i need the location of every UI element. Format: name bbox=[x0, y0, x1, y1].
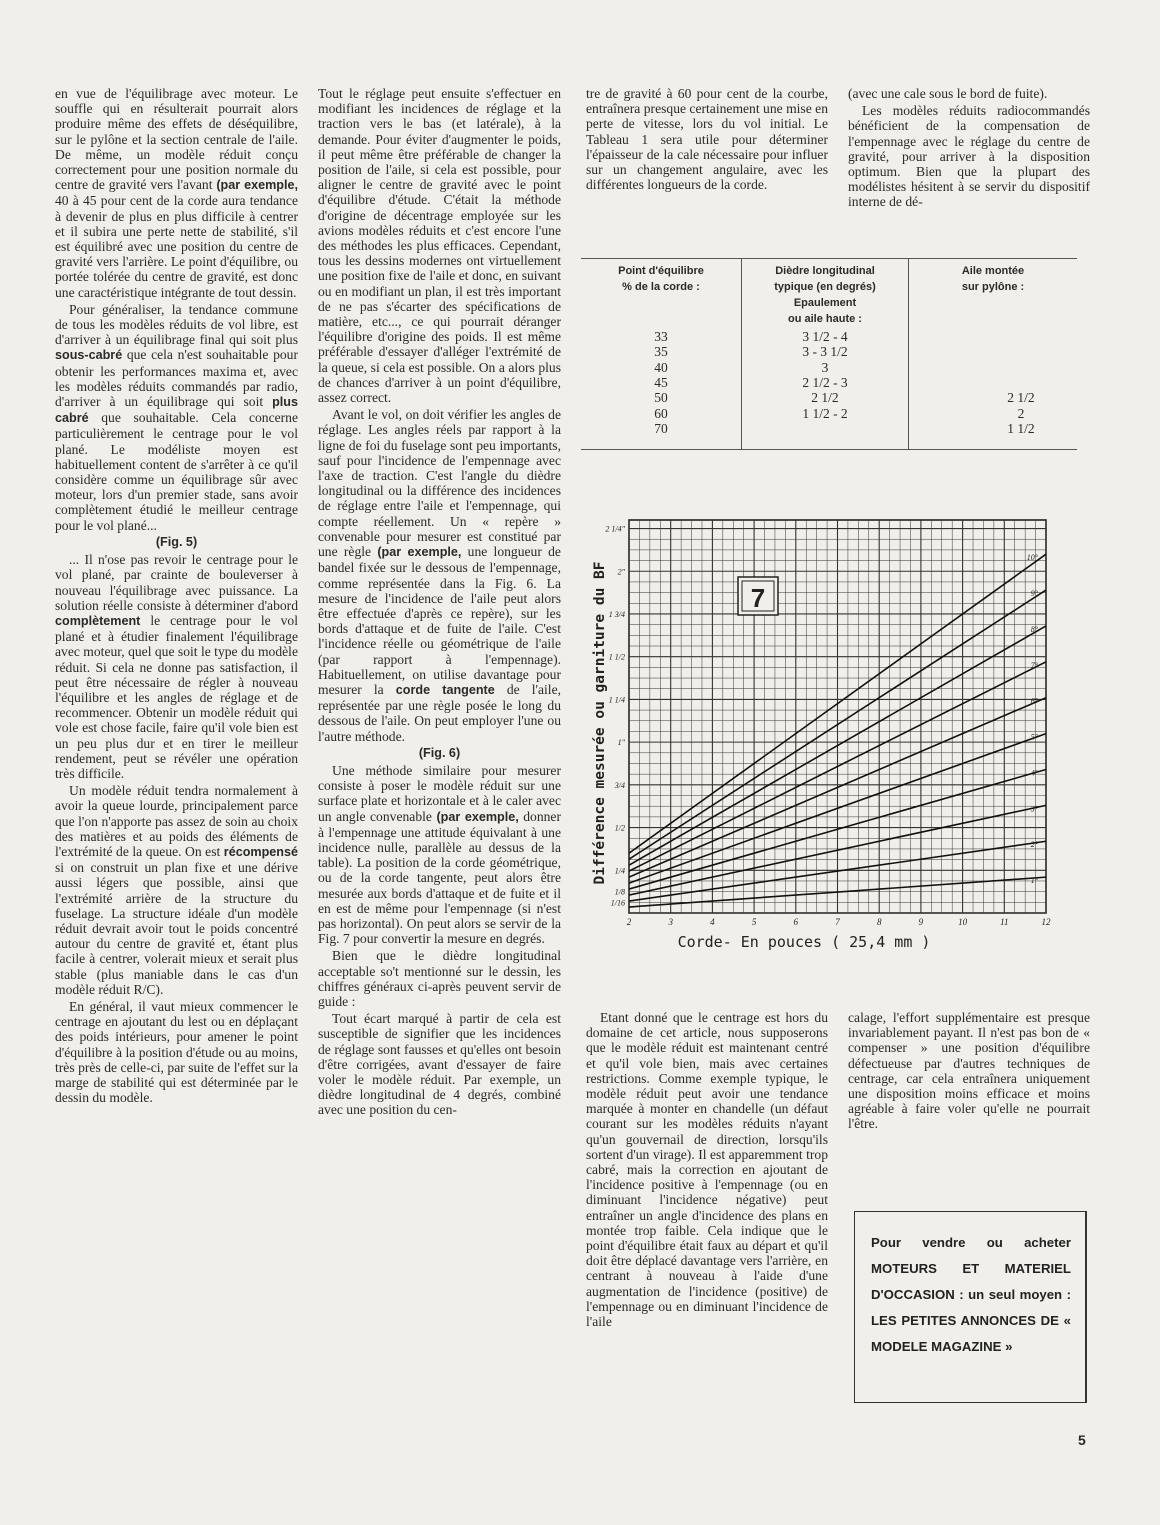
x-tick-label: 5 bbox=[751, 917, 757, 927]
paragraph: Pour généraliser, la tendance commune de tous les modèles réduits de vol libre, est d'arriver à un équilibrage final qui soit plus sous-cabré que cela n'est souhaitable pour obtenir les performances maxima et, avec les modèles réduits commandés par radio, d'arriver à un équilibrage qui soit plus cabré que souhaitable. Cela concerne particulièrement le centrage pour le vol plané. Le modéliste moyen est habituellement content de s'arrêter à ce qu'il considère comme un équilibrage sûr avec moteur, lors d'un premier stade, sans avoir complètement étudié le meilleur centrage pour le vol plané... bbox=[55, 301, 298, 533]
paragraph: Les modèles réduits radiocommandés bénéficient de la compensation de l'empennage avec le réglage du centre de gravité, pour arriver à la disposition optimum. Bien que la plupart des modélistes hésitent à se servir du dispositif interne de dé- bbox=[848, 103, 1090, 210]
y-tick-label: 1/4 bbox=[614, 866, 625, 876]
x-tick-label: 4 bbox=[710, 917, 715, 927]
y-tick-label: 1/8 bbox=[614, 887, 625, 897]
paragraph: en vue de l'équilibrage avec moteur. Le souffle qui en résulterait pourrait alors produire même des effets de déséquilibre, sur le pylône et la section centrale de l'aile. De même, un modèle réduit conçu correctement pour une position normale du centre de gravité vers l'avant (par exemple, 40 à 45 pour cent de la corde aura tendance à devenir de plus en plus difficile à centrer et il subira une perte nette de stabilité, s'il est équilibré avec une position du centre de gravité vers l'arrière. Le point d'équilibre, ou portée tolérée du centre de gravité, est donc une caractéristique intégrante de tout dessin. bbox=[55, 86, 298, 300]
table-cell: 35 bbox=[654, 344, 668, 360]
table-cell: 2 1/2 bbox=[811, 390, 839, 406]
y-tick-label: 1 1/2 bbox=[608, 652, 625, 662]
y-tick-label: 1" bbox=[617, 738, 625, 748]
paragraph: Etant donné que le centrage est hors du domaine de cet article, nous supposerons que le modèle réduit est maintenant centré et qu'il vole bien, mais avec certaines restrictions. Comme exemple typique, le modèle réduit peut avoir une tendance marquée à monter en chandelle (un défaut courant sur les modèles réduits n'ayant qu'un gouvernail de direction, lorsqu'ils sortent d'un virage). Il est apparemment trop cabré, mais la correction en ajoutant de l'incidence positive à l'empennage (ou en diminuant l'incidence négative) peut entraîner un angle d'incidence des plans en montée trop faible. Cela indique que le point d'équilibre était faux au départ et qu'il doit être déplacé davantage vers l'arrière, en centrant à nouveau à l'aide d'une augmentation de l'incidence (positive) de l'empennage ou en diminuant l'incidence de l'aile bbox=[586, 1010, 828, 1330]
table-cell: 60 bbox=[654, 405, 668, 421]
text-column-1 bbox=[55, 86, 298, 1107]
y-tick-label: 1/16 bbox=[610, 898, 625, 908]
figure-7-chart bbox=[584, 505, 1084, 965]
x-tick-label: 8 bbox=[876, 917, 882, 927]
table-header-pylon-wing: Aile montée sur pylône : bbox=[961, 265, 1025, 293]
x-tick-label: 3 bbox=[668, 917, 673, 927]
x-tick-label: 7 bbox=[835, 917, 840, 927]
paragraph: calage, l'effort supplémentaire est presque invariablement payant. Il n'est pas bon de « compenser » une position d'équilibre défectueuse par d'autres techniques de centrage, car cela entraînera uniquement une disposition moins efficace et moins agréable à faire voler qu'elle ne pourrait l'être. bbox=[848, 1010, 1090, 1132]
table-cell: 3 - 3 1/2 bbox=[802, 344, 848, 360]
text-column-4-bottom bbox=[848, 1010, 1090, 1134]
y-tick-label: 2 1/4" bbox=[605, 524, 625, 534]
table-cell: 2 1/2 - 3 bbox=[802, 374, 848, 390]
figure-reference: (Fig. 5) bbox=[155, 534, 198, 549]
x-tick-label: 10 bbox=[958, 917, 968, 927]
paragraph: (avec une cale sous le bord de fuite). bbox=[848, 86, 1048, 101]
series-label: 2° bbox=[1030, 840, 1038, 850]
y-tick-label: 1 1/4 bbox=[608, 695, 625, 705]
y-axis-label: Différence mesurée ou garniture du BF bbox=[592, 561, 608, 885]
series-label: 1° bbox=[1030, 876, 1038, 886]
table-cell: 40 bbox=[654, 359, 668, 375]
series-label: 8° bbox=[1030, 624, 1038, 634]
paragraph: Tout écart marqué à partir de cela est susceptible de signifier que les incidences de réglage sont fausses et qu'elles ont besoin d'être corrigées, avant d'essayer de faire voler le modèle réduit. Par exemple, un dièdre longitudinal de 4 degrés, combiné avec une position du cen- bbox=[318, 1011, 561, 1118]
chart-grid bbox=[629, 520, 1046, 913]
table-cell: 33 bbox=[654, 329, 668, 344]
figure-number: 7 bbox=[750, 583, 766, 613]
y-tick-label: 1 3/4 bbox=[608, 609, 625, 619]
paragraph: tre de gravité à 60 pour cent de la courbe, entraînera presque certainement une mise en perte de vitesse, lors du vol initial. Le Tableau 1 sera utile pour déterminer l'épaisseur de la cale nécessaire pour influer sur un changement angulaire, avec les différentes longueurs de la corde. bbox=[586, 86, 828, 193]
paragraph: Un modèle réduit tendra normalement à avoir la queue lourde, principalement parce que l'on n'apporte pas assez de soin au choix des matières et au poids des éléments de l'extrémité de la queue. On est récompensé si on construit un plan fixe et une dérive aussi légers que possible, ainsi que l'extrémité arrière de la structure du fuselage. La structure idéale d'un modèle réduit devrait avoir tout le poids concentré autour du centre de gravité et, étant plus facile à centrer, volerait mieux et serait plus stable (plus maniable dans le cas d'un modèle réduit R/C). bbox=[55, 783, 298, 997]
table-cell: 1 1/2 - 2 bbox=[802, 405, 848, 421]
paragraph: Bien que le dièdre longitudinal acceptable so't mentionné sur le dessin, les chiffres généraux ci-après peuvent servir de guide : bbox=[318, 948, 561, 1009]
paragraph: ... Il n'ose pas revoir le centrage pour le vol plané, par crainte de bouleverser à nouveau l'équilibrage avec puissance. La solution réelle consiste à déterminer d'abord complètement le centrage pour le vol plané et à étudier finalement l'équilibrage avec moteur, quel que soit le type du modèle réduit. Si cela ne donne pas satisfaction, il peut être nécessaire de régler à nouveau l'équilibre et les angles de réglage et de recommencer. Obtenir un modèle réduit qui vole est chose facile, faire qu'il vole bien est un peu plus dur et en tirer le meilleur rendement, peut se révéler une opération très difficile. bbox=[55, 552, 298, 781]
series-label: 7° bbox=[1030, 660, 1038, 670]
text-column-3 bbox=[586, 86, 828, 194]
paragraph: En général, il vaut mieux commencer le centrage en ajoutant du lest ou en déplaçant des poids intérieurs, pour amener le point d'équilibre à la position d'étude ou au moins, très près de celle-ci, par suite de l'effet sur la marge de stabilité qui est déterminée par le dessin du modèle. bbox=[55, 998, 298, 1106]
y-tick-label: 3/4 bbox=[614, 780, 625, 790]
table-header-dihedral-high-wing: Dièdre longitudinal typique (en degrés) Epaulement ou aile haute : bbox=[774, 265, 876, 325]
x-tick-label: 12 bbox=[1041, 917, 1051, 927]
y-tick-label: 1/2 bbox=[614, 823, 625, 833]
table-cell: 45 bbox=[654, 374, 668, 390]
series-label: 5° bbox=[1030, 732, 1038, 742]
text-column-4 bbox=[848, 86, 1090, 212]
x-axis-label: Corde- En pouces ( 25,4 mm ) bbox=[677, 933, 931, 951]
series-label: 10° bbox=[1026, 553, 1038, 563]
figure-reference: (Fig. 6) bbox=[418, 745, 461, 760]
ad-text: Pour vendre ou acheter MOTEURS ET MATERIEL D'OCCASION : un seul moyen : LES PETITES ANNONCES DE « MODELE MAGAZINE » bbox=[871, 1235, 1071, 1354]
table-cell: 3 bbox=[821, 359, 829, 375]
table-cell: 3 1/2 - 4 bbox=[802, 329, 848, 344]
x-tick-label: 9 bbox=[918, 917, 924, 927]
text-column-2 bbox=[318, 86, 561, 1120]
chart-labels bbox=[605, 525, 1051, 927]
x-tick-label: 6 bbox=[793, 917, 799, 927]
dihedral-table bbox=[581, 258, 1077, 450]
table-cell: 2 1/2 bbox=[1007, 390, 1035, 406]
series-label: 9° bbox=[1030, 589, 1038, 599]
table-cell: 1 1/2 bbox=[1007, 420, 1035, 436]
table-cell: 70 bbox=[654, 420, 668, 436]
page-number: 5 bbox=[1078, 1432, 1086, 1448]
paragraph: Tout le réglage peut ensuite s'effectuer en modifiant les incidences de réglage et la traction vers le bas (et latérale), à la demande. Pour éviter d'augmenter le poids, il peut même être préférable de changer la position de l'aile, si cela est possible, pour aligner le centre de gravité avec le point d'équilibre d'étude. C'était la méthode d'origine de décentrage employée sur les avions modèles réduits et c'est encore l'une des méthodes les plus efficaces. Cependant, tous les dessins modernes ont virtuellement une position fixe de l'aile et donc, en suivant ou en modifiant un plan, il est très important de ne pas s'écarter des spécifications de matière, etc..., ce qui pourrait déranger l'équilibre d'origine des poids. Il est même préférable d'essayer d'alléger l'extrémité de la queue, si cela est possible. On a alors plus de chances d'arriver à un point d'équilibre, assez correct. bbox=[318, 86, 561, 406]
series-label: 4° bbox=[1030, 768, 1038, 778]
classified-ad-box bbox=[854, 1211, 1087, 1403]
x-tick-label: 11 bbox=[1000, 917, 1009, 927]
paragraph: Avant le vol, on doit vérifier les angles de réglage. Les angles réels par rapport à la ligne de foi du fuselage sont peu importants, sauf pour l'incidence de l'empennage avec l'axe de traction. C'est l'angle du dièdre longitudinal ou la différence des incidences de réglage entre l'aile et l'empennage, qui compte réellement. Un « repère » convenable pour mesurer est constitué par une règle (par exemple, une longueur de bandel fixée sur le dessous de l'empennage, comme représentée dans la Fig. 6. La mesure de l'incidence de l'aile peut alors être effectuée d'après ce repère), sur les bords d'attaque et de fuite de l'aile. C'est l'incidence réelle ou géométrique de l'aile (par rapport à l'empennage). Habituellement, on utilise davantage pour mesurer la corde tangente de l'aile, représentée par une règle posée le long du dessous de l'aile. On peut employer l'une ou l'autre méthode. bbox=[318, 407, 562, 744]
paragraph: Une méthode similaire pour mesurer consiste à poser le modèle réduit sur une surface plate et horizontale et à le caler avec un angle convenable (par exemple, donner à l'empennage une attitude équivalant à une incidence nulle, parallèle au dessus de la table). La position de la corde géométrique, ou de la corde tangente, peut alors être mesurée aux bords d'attaque et de fuite et il en est de même pour l'empennage (si n'est pas horizontal). On peut alors se servir de la Fig. 7 pour convertir la mesure en degrés. bbox=[318, 762, 561, 947]
y-tick-label: 2" bbox=[617, 567, 625, 577]
series-label: 6° bbox=[1030, 696, 1038, 706]
text-column-3-bottom bbox=[586, 1010, 828, 1331]
series-label: 3° bbox=[1030, 804, 1038, 814]
table-cell: 2 bbox=[1017, 405, 1025, 421]
table-header-balance-point: Point d'équilibre % de la corde : bbox=[618, 265, 704, 293]
x-tick-label: 2 bbox=[626, 917, 632, 927]
table-cell: 50 bbox=[654, 390, 668, 406]
